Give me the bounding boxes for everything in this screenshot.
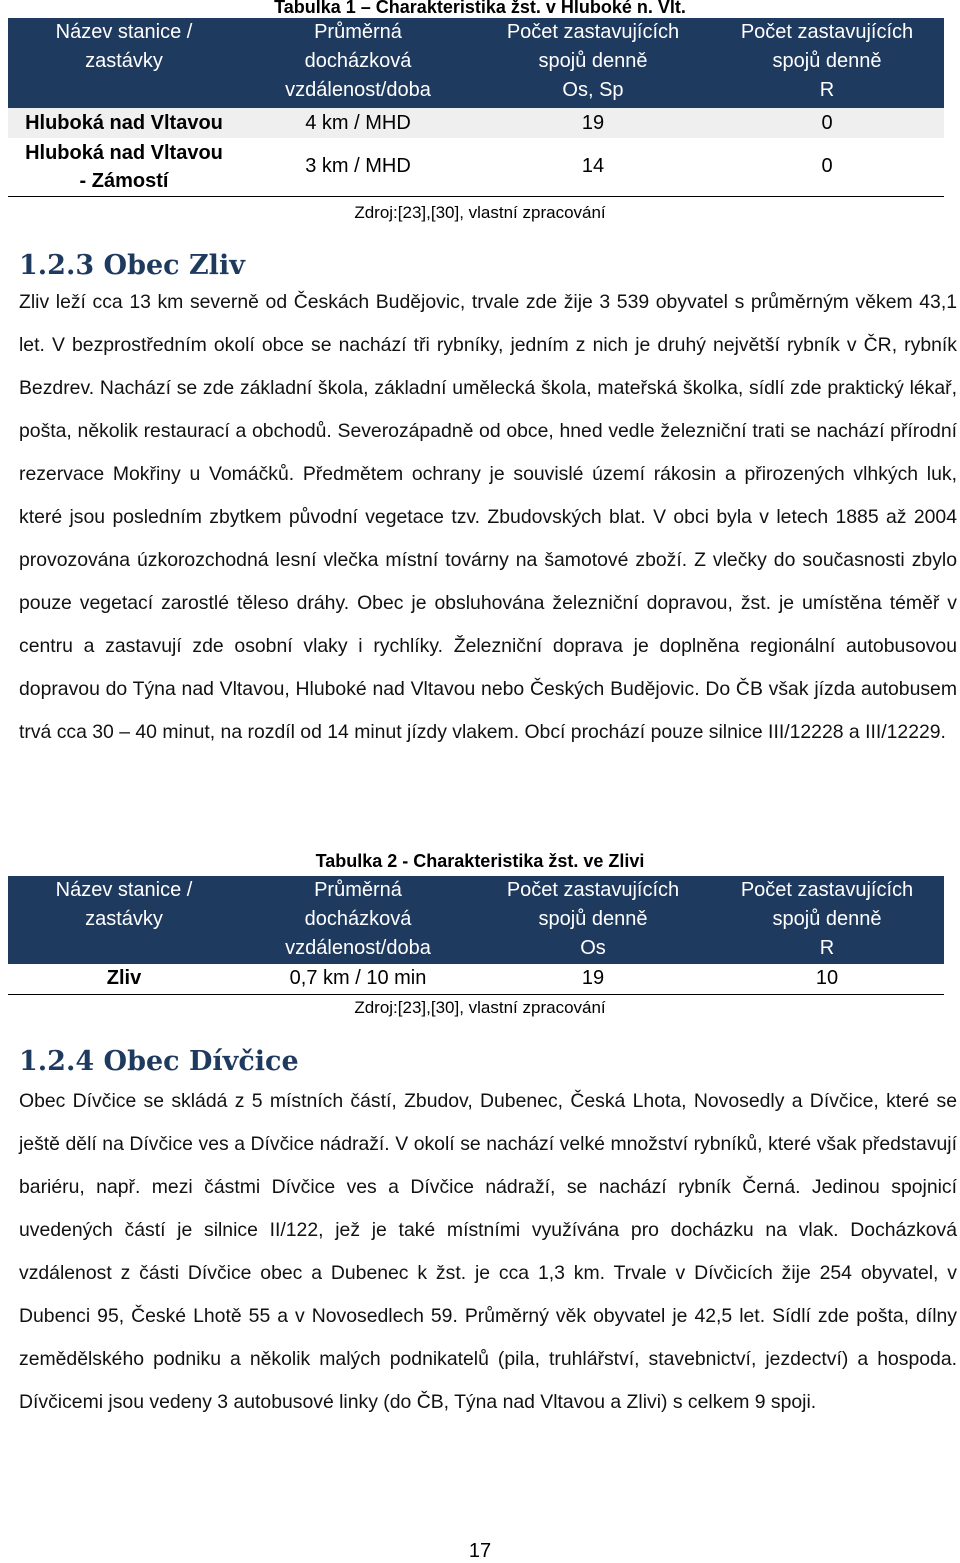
- table1-header-os-sp: Počet zastavujících spojů denně Os, Sp: [476, 18, 710, 108]
- os-sp-cell: 14: [476, 138, 710, 196]
- distance-cell: 4 km / MHD: [240, 108, 476, 138]
- os-sp-cell: 19: [476, 108, 710, 138]
- distance-cell: 3 km / MHD: [240, 138, 476, 196]
- table2-source: Zdroj:[23],[30], vlastní zpracování: [354, 998, 606, 1017]
- paragraph-zliv: Zliv leží cca 13 km severně od Českách Budějovic, trvale zde žije 3 539 obyvatel s průměrným věkem 43,1 let. V bezprostředním okolí obce se nachází tři rybníky, jedním z nich je druhý největší rybník v ČR, rybník Bezdrev. Nachází se zde základní škola, základní umělecká škola, mateřská školka, sídlí zde praktický lékař, pošta, několik restaurací a obchodů. Severozápadně od obce, hned vedle železniční trati se nachází přírodní rezervace Mokřiny u Vomáčků. Předmětem ochrany je souvislé území rákosin a přirozených vlhkých luk, které jsou posledním zbytkem původní vegetace tzv. Zbudovských blat. V obci byla v letech 1885 až 2004 provozována úzkorozchodná lesní vlečka místní továrny na šamotové zboží. Z vlečky do současnosti zbylo pouze vegetací zarostlé těleso dráhy. Obec je obsluhována železniční dopravou, žst. je umístěna téměř v centru a zastavují zde osobní vlaky i rychlíky. Železniční doprava je doplněna regionální autobusovou dopravou do Týna nad Vltavou, Hluboké nad Vltavou nebo Českých Budějovic. Do ČB však jízda autobusem trvá cca 30 – 40 minut, na rozdíl od 14 minut jízdy vlakem. Obcí prochází pouze silnice III/12228 a III/12229.: [19, 291, 957, 743]
- table2-header-r: Počet zastavujících spojů denně R: [710, 876, 944, 964]
- table1-header-row: [8, 18, 944, 108]
- page-number: 17: [468, 1540, 492, 1562]
- os-cell: 19: [476, 964, 710, 994]
- station-cell: Zliv: [8, 964, 240, 994]
- section-heading-divcice: 1.2.4 Obec Dívčice: [19, 1046, 299, 1077]
- r-cell: 10: [710, 964, 944, 994]
- section-heading-zliv: 1.2.3 Obec Zliv: [19, 250, 245, 281]
- table-row: [8, 108, 944, 138]
- station-cell: Hluboká nad Vltavou: [8, 108, 240, 138]
- table2-header-distance: Průměrná docházková vzdálenost/doba: [240, 876, 476, 964]
- table1-caption: Tabulka 1 – Charakteristika žst. v Hluboké n. Vlt.: [274, 0, 686, 17]
- table2-header-row: [8, 876, 944, 964]
- table2-header-os: Počet zastavujících spojů denně Os: [476, 876, 710, 964]
- table2-caption: Tabulka 2 - Charakteristika žst. ve Zlivi: [315, 851, 645, 871]
- table1-header-station: Název stanice / zastávky: [8, 18, 240, 108]
- distance-cell: 0,7 km / 10 min: [240, 964, 476, 994]
- table2-header-station: Název stanice / zastávky: [8, 876, 240, 964]
- table1-header-distance: Průměrná docházková vzdálenost/doba: [240, 18, 476, 108]
- station-cell: Hluboká nad Vltavou - Zámostí: [8, 138, 240, 196]
- table-row: [8, 964, 944, 994]
- table2: [8, 876, 944, 995]
- table1-header-r: Počet zastavujících spojů denně R: [710, 18, 944, 108]
- r-cell: 0: [710, 138, 944, 196]
- table1-source: Zdroj:[23],[30], vlastní zpracování: [354, 203, 606, 222]
- table1: [8, 18, 944, 197]
- table-row: [8, 138, 944, 196]
- paragraph-divcice: Obec Dívčice se skládá z 5 místních částí, Zbudov, Dubenec, Česká Lhota, Novosedly a Dívčice, které se ještě dělí na Dívčice ves a Dívčice nádraží. V okolí se nachází velké množství rybníků, které však představují bariéru, např. mezi částmi Dívčice ves a Dívčice nádraží, se nachází rybník Černá. Jedinou spojnicí uvedených částí je silnice II/122, jež je také místními využívána pro docházku na vlak. Docházková vzdálenost z části Dívčice obec a Dubenec k žst. je cca 1,3 km. Trvale v Dívčicích žije 254 obyvatel, v Dubenci 95, České Lhotě 55 a v Novosedlech 59. Průměrný věk obyvatel je 42,5 let. Sídlí zde pošta, dílny zemědělského podniku a několik malých podnikatelů (pila, truhlářství, stavebnictví, jezdectví) a hospoda. Dívčicemi jsou vedeny 3 autobusové linky (do ČB, Týna nad Vltavou a Zlivi) s celkem 9 spoji.: [19, 1090, 957, 1413]
- r-cell: 0: [710, 108, 944, 138]
